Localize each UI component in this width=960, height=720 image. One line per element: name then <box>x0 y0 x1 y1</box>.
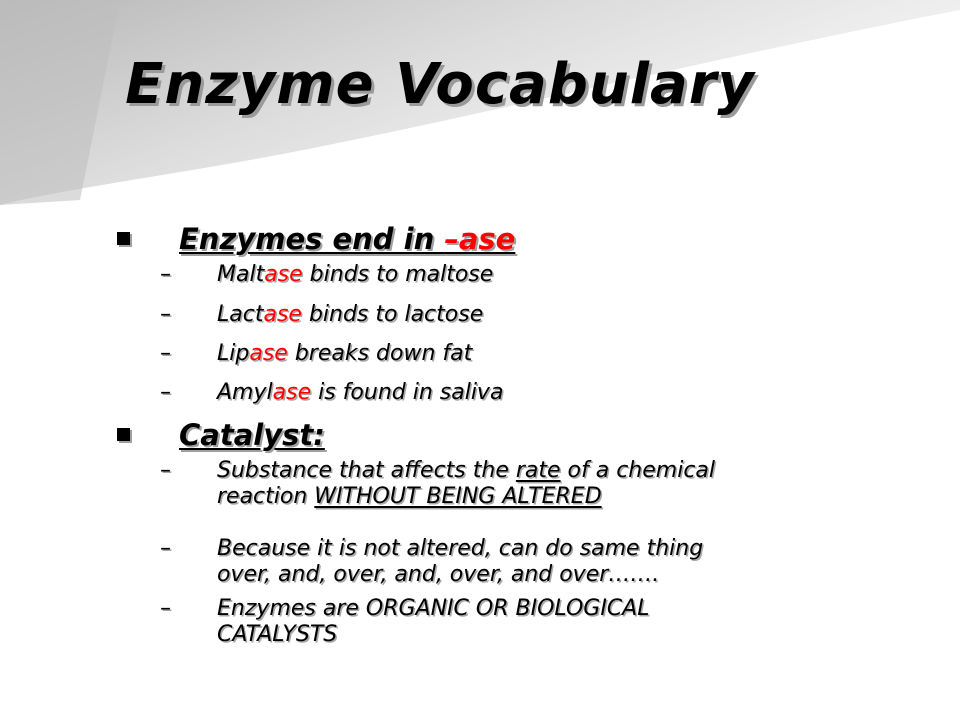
ase-suffix: ase <box>272 380 312 405</box>
without-being-altered-underlined: WITHOUT BEING ALTERED <box>314 484 602 509</box>
catalysts-emphasis: CATALYSTS <box>217 622 338 647</box>
ase-suffix: ase <box>249 341 288 366</box>
square-bullet-icon <box>117 232 130 245</box>
subitem-line: Because it is not altered, can do same thing <box>217 536 704 561</box>
word-prefix: Malt <box>217 262 265 287</box>
dash-marker: – <box>160 536 171 561</box>
subitem-line: Enzymes are <box>217 596 366 621</box>
bullet-text <box>179 222 515 256</box>
bullet-text: Catalyst: <box>179 418 325 452</box>
word-prefix: Lact <box>217 302 264 327</box>
definition-text: Substance that affects the <box>217 458 516 483</box>
dash-marker: – <box>160 262 171 287</box>
subitem-rest: binds to maltose <box>302 262 494 287</box>
dash-marker: – <box>160 458 171 483</box>
subitem-rest: binds to lactose <box>301 302 484 327</box>
dash-marker: – <box>160 380 171 405</box>
bullet-text-main: Enzymes end in <box>179 222 445 256</box>
square-bullet-icon <box>117 428 130 441</box>
dash-marker: – <box>160 596 171 621</box>
slide-title: Enzyme Vocabulary <box>125 52 755 117</box>
ase-suffix-highlight: –ase <box>444 222 516 256</box>
ase-suffix: ase <box>264 262 303 287</box>
word-prefix: Lip <box>217 341 250 366</box>
definition-text: of a chemical <box>560 458 716 483</box>
rate-underlined: rate <box>515 458 561 483</box>
definition-text: reaction <box>217 484 315 509</box>
dash-marker: – <box>160 341 171 366</box>
dash-marker: – <box>160 302 171 327</box>
subitem-rest: is found in saliva <box>311 380 504 405</box>
subitem-line: over, and, over, and, over, and over……. <box>217 562 660 587</box>
subitem-rest: breaks down fat <box>287 341 473 366</box>
word-prefix: Amyl <box>217 380 273 405</box>
ase-suffix: ase <box>263 302 302 327</box>
organic-biological-emphasis: ORGANIC OR BIOLOGICAL <box>365 596 650 621</box>
